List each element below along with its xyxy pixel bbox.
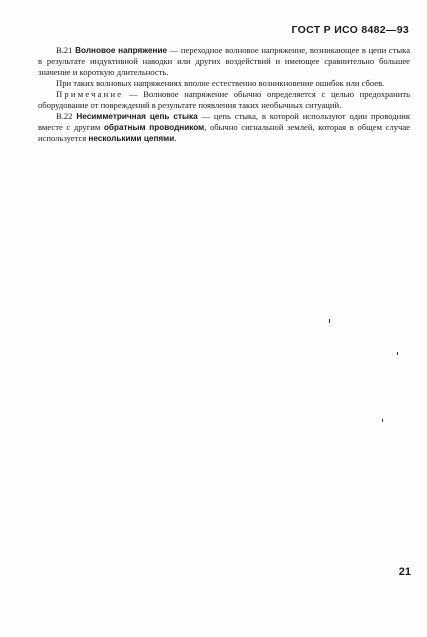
- definition-b21-extra: При таких волновых напряжениях вполне естественно возникновение ошибок или сбоев.: [56, 78, 385, 88]
- note-paragraph: [38, 89, 410, 111]
- definition-number: В.22: [56, 111, 73, 121]
- scan-speck: [329, 319, 330, 323]
- definition-emphasis: несколькими цепями: [88, 134, 175, 143]
- definition-text: — цепь стыка, в которой используют один проводник вместе с другим: [38, 111, 410, 132]
- note-label: Примечание: [56, 89, 124, 99]
- definition-term: Несимметричная цепь стыка: [76, 112, 198, 121]
- definition-emphasis: обратным проводником: [103, 123, 205, 132]
- definition-b22: [38, 111, 410, 144]
- page-header: ГОСТ Р ИСО 8482—93: [291, 24, 409, 36]
- definition-text: — переходное волновое напряжение, возникающее в цепи стыка в результате индуктивной наводки или других воздействий и имеющее сравнительно большее значение и короткую длительность.: [38, 45, 411, 77]
- document-body: [38, 45, 410, 144]
- page-number: 21: [398, 566, 411, 578]
- scan-speck: [397, 352, 398, 355]
- note-text: — Волновое напряжение обычно определяется с целью предохранить оборудование от повреждений в результате появления таких необычных ситуаций.: [38, 89, 410, 110]
- definition-term: Волновое напряжение: [75, 46, 168, 55]
- definition-number: В.21: [56, 45, 73, 55]
- definition-text: , обычно сигнальной землей, которая в общем случае используется: [38, 122, 411, 143]
- scan-speck: [382, 419, 383, 422]
- definition-b21: [38, 45, 410, 78]
- definition-text: .: [174, 133, 177, 143]
